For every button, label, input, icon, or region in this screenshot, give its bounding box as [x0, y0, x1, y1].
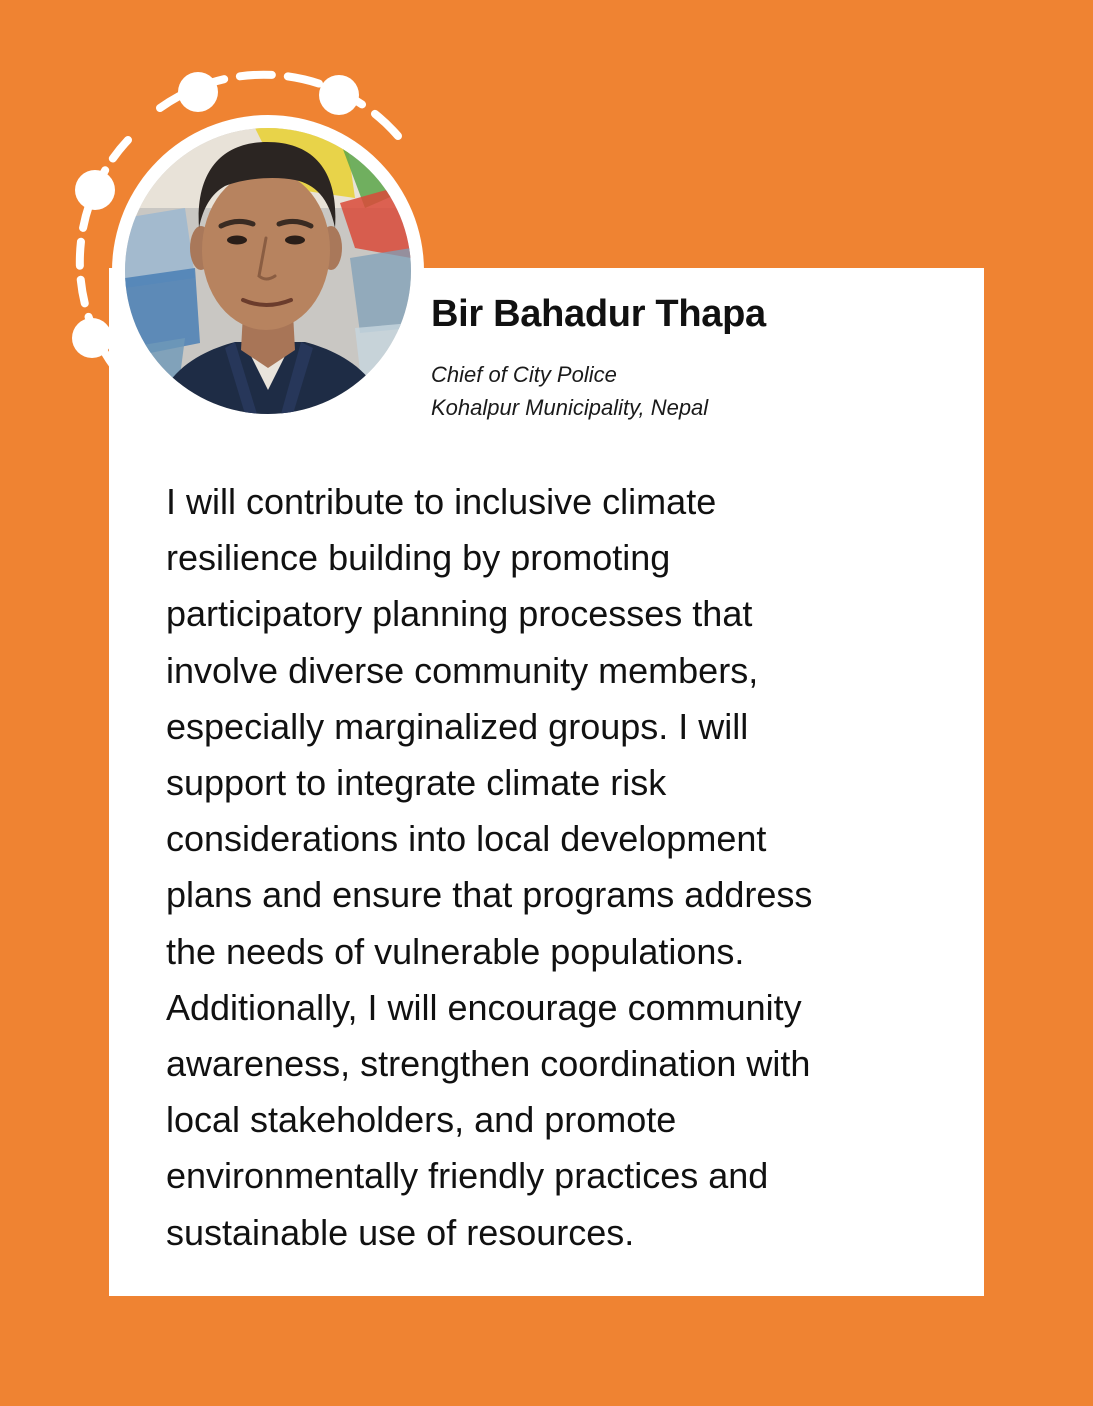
ring-dot: [178, 72, 218, 112]
person-organization: Kohalpur Municipality, Nepal: [431, 395, 709, 420]
quote-line: plans and ensure that programs address: [166, 874, 813, 916]
person-title: Chief of City Police: [431, 362, 617, 387]
quote-line: awareness, strengthen coordination with: [166, 1043, 811, 1085]
ring-dot: [319, 75, 359, 115]
quote-line: support to integrate climate risk: [166, 762, 667, 804]
quote-line: Additionally, I will encourage community: [166, 986, 802, 1028]
avatar: [125, 128, 411, 414]
quote-line: local stakeholders, and promote: [166, 1099, 677, 1141]
quote-text: [166, 474, 946, 1261]
quote-line: participatory planning processes that: [166, 593, 753, 635]
quote-line: especially marginalized groups. I will: [166, 705, 749, 747]
quote-line: environmentally friendly practices and: [166, 1155, 769, 1197]
quote-line: considerations into local development: [166, 818, 767, 860]
quote-line: involve diverse community members,: [166, 649, 759, 691]
quote-line: sustainable use of resources.: [166, 1211, 635, 1253]
quote-line: resilience building by promoting: [166, 537, 671, 579]
person-name: Bir Bahadur Thapa: [431, 293, 766, 335]
quote-line: I will contribute to inclusive climate: [166, 481, 717, 522]
ring-dot: [72, 318, 112, 358]
quote-line: the needs of vulnerable populations.: [166, 930, 745, 972]
ring-dot: [75, 170, 115, 210]
